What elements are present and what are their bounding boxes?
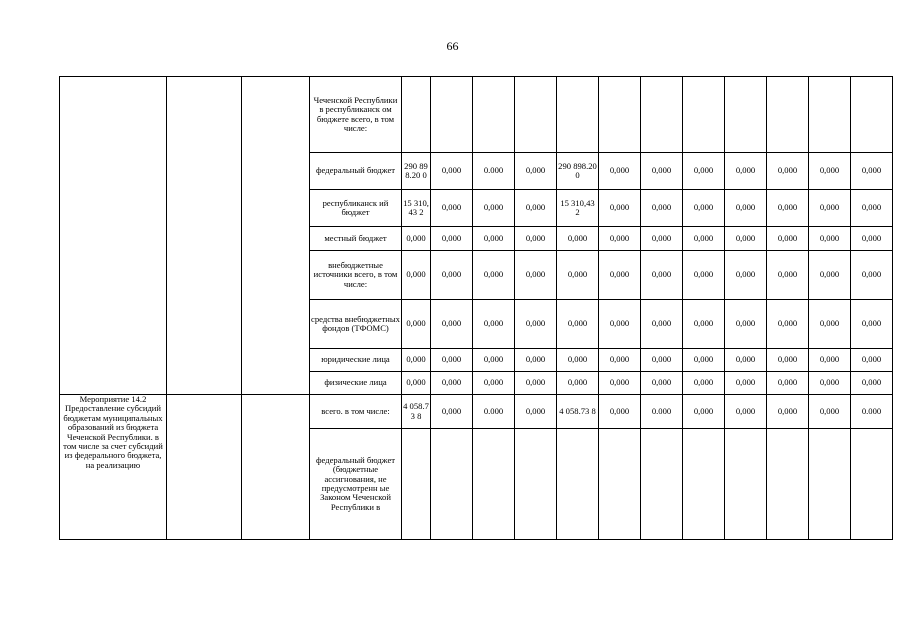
value-cell: 4 058.73 8 xyxy=(557,395,599,429)
value-cell: 0,000 xyxy=(402,349,431,372)
source-cell: федеральный бюджет xyxy=(310,153,402,190)
value-cell: 0,000 xyxy=(809,395,851,429)
value-cell: 0,000 xyxy=(725,251,767,300)
value-cell: 0,000 xyxy=(599,251,641,300)
value-cell: 0,000 xyxy=(851,227,893,251)
table-row xyxy=(60,395,893,429)
value-cell: 0.000 xyxy=(851,395,893,429)
value-cell xyxy=(851,429,893,540)
value-cell xyxy=(683,429,725,540)
value-cell: 0.000 xyxy=(473,153,515,190)
value-cell: 0,000 xyxy=(851,190,893,227)
value-cell: 0,000 xyxy=(767,395,809,429)
value-cell: 0,000 xyxy=(599,153,641,190)
value-cell xyxy=(431,77,473,153)
value-cell: 0,000 xyxy=(767,300,809,349)
value-cell: 0,000 xyxy=(851,300,893,349)
value-cell xyxy=(473,429,515,540)
value-cell: 15 310,43 2 xyxy=(557,190,599,227)
value-cell: 0,000 xyxy=(431,153,473,190)
value-cell: 0,000 xyxy=(473,300,515,349)
period-cell xyxy=(242,77,310,395)
source-cell: федеральный бюджет (бюджетные ассигнования, не предусмотренн ые Законом Чеченской Республики в xyxy=(310,429,402,540)
value-cell: 0,000 xyxy=(809,251,851,300)
value-cell: 0,000 xyxy=(641,372,683,395)
value-cell: 0,000 xyxy=(683,190,725,227)
value-cell: 0,000 xyxy=(599,227,641,251)
value-cell: 0,000 xyxy=(515,190,557,227)
value-cell: 0,000 xyxy=(725,300,767,349)
value-cell: 0,000 xyxy=(641,153,683,190)
value-cell: 0,000 xyxy=(402,300,431,349)
budget-table xyxy=(59,76,893,540)
value-cell: 0,000 xyxy=(515,349,557,372)
value-cell: 0,000 xyxy=(431,251,473,300)
value-cell: 0,000 xyxy=(599,190,641,227)
value-cell: 0,000 xyxy=(599,300,641,349)
value-cell: 0,000 xyxy=(557,372,599,395)
value-cell: 0,000 xyxy=(473,227,515,251)
value-cell: 0,000 xyxy=(851,349,893,372)
value-cell xyxy=(431,429,473,540)
value-cell: 0,000 xyxy=(431,349,473,372)
value-cell xyxy=(725,429,767,540)
value-cell: 0,000 xyxy=(431,372,473,395)
value-cell: 0,000 xyxy=(473,349,515,372)
value-cell: 0,000 xyxy=(402,227,431,251)
value-cell xyxy=(557,429,599,540)
value-cell: 0,000 xyxy=(725,395,767,429)
value-cell: 0,000 xyxy=(641,190,683,227)
value-cell: 0,000 xyxy=(809,300,851,349)
value-cell: 0,000 xyxy=(473,251,515,300)
page-number: 66 xyxy=(446,39,459,53)
value-cell: 0,000 xyxy=(767,251,809,300)
value-cell xyxy=(683,77,725,153)
value-cell: 0,000 xyxy=(683,395,725,429)
source-cell: внебюджетные источники всего, в том числе: xyxy=(310,251,402,300)
value-cell xyxy=(851,77,893,153)
value-cell: 0,000 xyxy=(641,227,683,251)
value-cell: 0,000 xyxy=(515,251,557,300)
value-cell: 290 898.20 0 xyxy=(557,153,599,190)
value-cell: 0,000 xyxy=(767,227,809,251)
value-cell: 0,000 xyxy=(557,227,599,251)
value-cell: 0,000 xyxy=(515,395,557,429)
value-cell: 0,000 xyxy=(641,251,683,300)
value-cell xyxy=(767,429,809,540)
value-cell: 0,000 xyxy=(725,153,767,190)
value-cell: 0,000 xyxy=(515,153,557,190)
value-cell: 0,000 xyxy=(599,372,641,395)
value-cell xyxy=(641,77,683,153)
value-cell: 4 058.73 8 xyxy=(402,395,431,429)
value-cell: 0.000 xyxy=(473,395,515,429)
executor-cell xyxy=(167,77,242,395)
value-cell: 0,000 xyxy=(809,349,851,372)
value-cell xyxy=(473,77,515,153)
value-cell: 0,000 xyxy=(402,372,431,395)
value-cell: 0,000 xyxy=(725,372,767,395)
value-cell xyxy=(557,77,599,153)
value-cell: 0,000 xyxy=(473,372,515,395)
value-cell xyxy=(402,429,431,540)
source-cell: республиканск ий бюджет xyxy=(310,190,402,227)
period-cell xyxy=(242,395,310,540)
value-cell: 0,000 xyxy=(515,300,557,349)
value-cell: 15 310,43 2 xyxy=(402,190,431,227)
value-cell: 0,000 xyxy=(431,190,473,227)
value-cell: 290 898.20 0 xyxy=(402,153,431,190)
value-cell: 0,000 xyxy=(683,153,725,190)
value-cell: 0,000 xyxy=(851,153,893,190)
value-cell: 0,000 xyxy=(851,251,893,300)
value-cell: 0,000 xyxy=(725,227,767,251)
value-cell: 0,000 xyxy=(767,190,809,227)
value-cell: 0,000 xyxy=(767,153,809,190)
value-cell: 0,000 xyxy=(809,153,851,190)
value-cell xyxy=(515,429,557,540)
source-cell: юридические лица xyxy=(310,349,402,372)
value-cell: 0,000 xyxy=(683,300,725,349)
value-cell: 0,000 xyxy=(683,349,725,372)
measure-cell: Мероприятие 14.2 Предоставление субсидий бюджетам муниципальных образований из бюджета Чеченской Республики. в том числе за счет субсидий из федерального бюджета, на реализацию xyxy=(60,395,167,540)
source-cell: местный бюджет xyxy=(310,227,402,251)
value-cell xyxy=(515,77,557,153)
value-cell: 0,000 xyxy=(557,349,599,372)
value-cell: 0,000 xyxy=(767,372,809,395)
measure-cell xyxy=(60,77,167,395)
value-cell xyxy=(402,77,431,153)
value-cell: 0.000 xyxy=(641,395,683,429)
value-cell xyxy=(599,429,641,540)
value-cell: 0,000 xyxy=(431,300,473,349)
value-cell: 0,000 xyxy=(641,349,683,372)
source-cell: средства внебюджетных фондов (ТФОМС) xyxy=(310,300,402,349)
value-cell: 0,000 xyxy=(641,300,683,349)
value-cell: 0,000 xyxy=(515,227,557,251)
value-cell: 0,000 xyxy=(851,372,893,395)
value-cell: 0,000 xyxy=(809,227,851,251)
value-cell: 0,000 xyxy=(683,251,725,300)
value-cell: 0,000 xyxy=(431,227,473,251)
value-cell: 0,000 xyxy=(725,349,767,372)
table-row xyxy=(60,77,893,153)
value-cell: 0,000 xyxy=(683,227,725,251)
source-cell: всего. в том числе: xyxy=(310,395,402,429)
value-cell: 0,000 xyxy=(402,251,431,300)
value-cell xyxy=(809,429,851,540)
value-cell xyxy=(767,77,809,153)
value-cell: 0,000 xyxy=(515,372,557,395)
value-cell: 0,000 xyxy=(557,251,599,300)
value-cell xyxy=(641,429,683,540)
value-cell: 0,000 xyxy=(767,349,809,372)
value-cell: 0,000 xyxy=(809,372,851,395)
value-cell xyxy=(599,77,641,153)
value-cell: 0,000 xyxy=(431,395,473,429)
value-cell: 0,000 xyxy=(599,349,641,372)
value-cell: 0,000 xyxy=(599,395,641,429)
value-cell: 0,000 xyxy=(683,372,725,395)
value-cell: 0,000 xyxy=(557,300,599,349)
source-cell: физические лица xyxy=(310,372,402,395)
value-cell xyxy=(725,77,767,153)
source-cell: Чеченской Республики в республиканск ом бюджете всего, в том числе: xyxy=(310,77,402,153)
value-cell: 0,000 xyxy=(473,190,515,227)
value-cell xyxy=(809,77,851,153)
value-cell: 0,000 xyxy=(725,190,767,227)
executor-cell xyxy=(167,395,242,540)
value-cell: 0,000 xyxy=(809,190,851,227)
